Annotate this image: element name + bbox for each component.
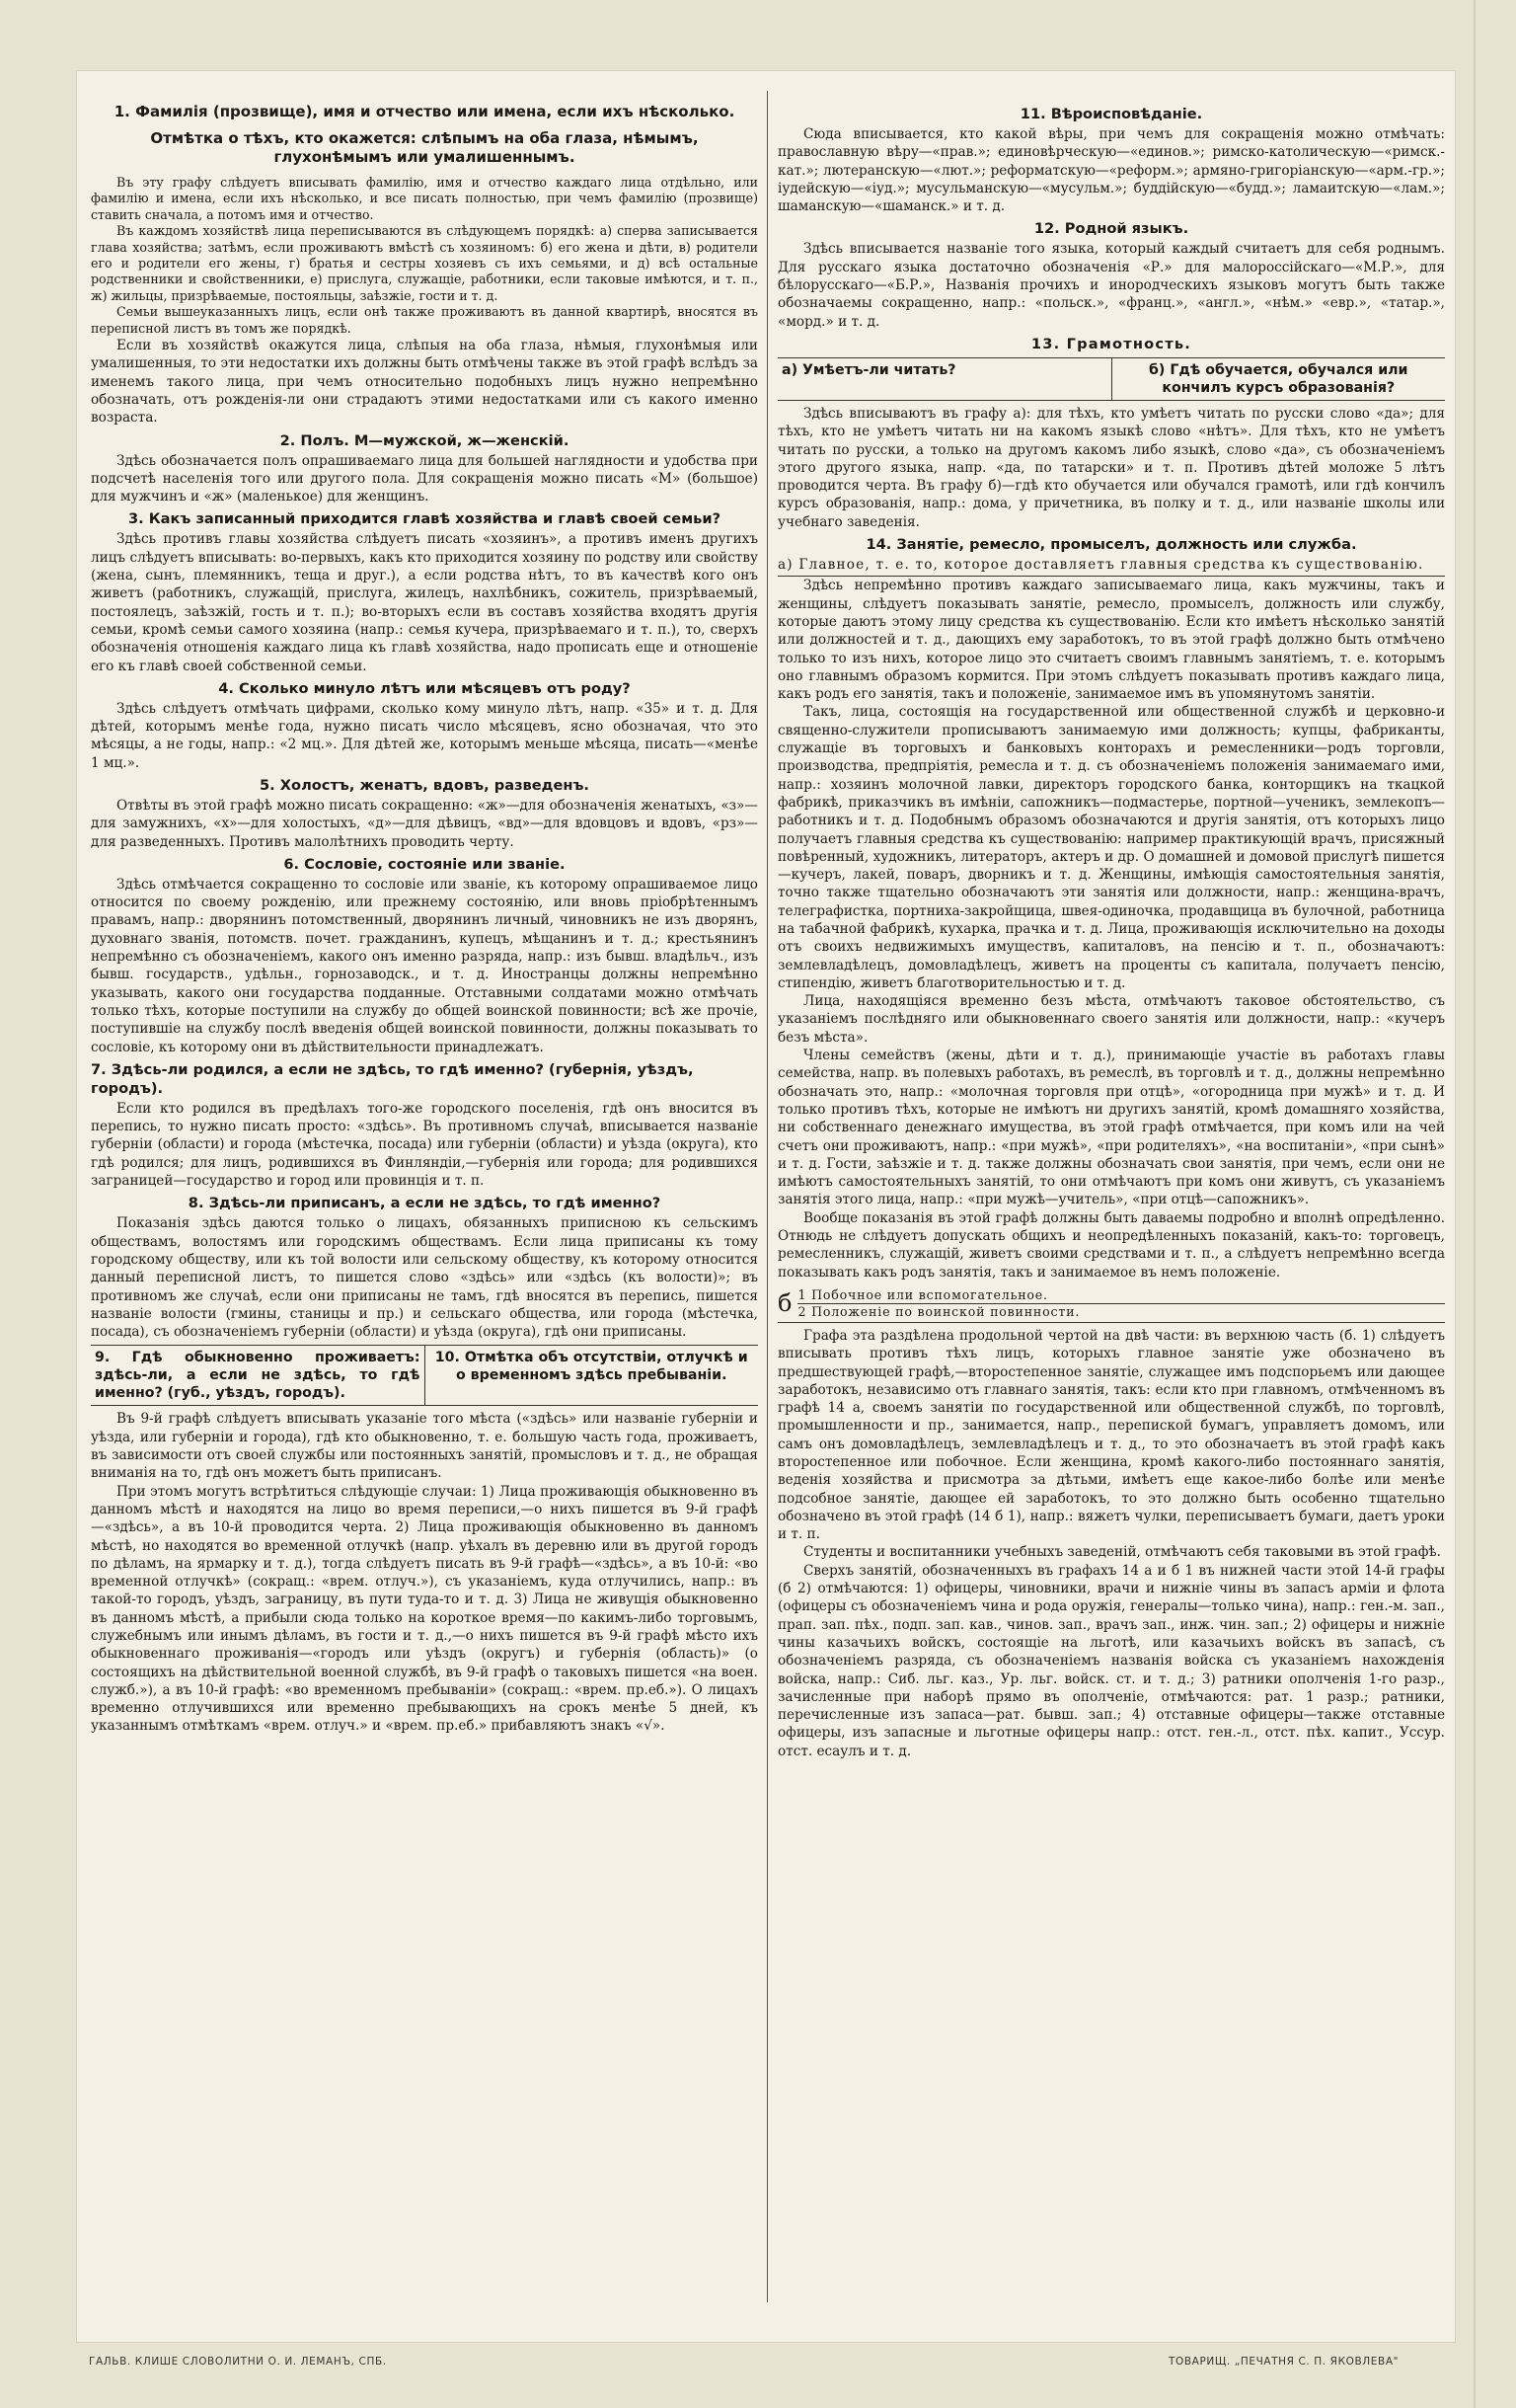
section-9-paragraph: Въ 9-й графѣ слѣдуетъ вписывать указаніе того мѣста («здѣсь» или названіе губерніи и уѣзда, или губерніи и города), гдѣ кто обыкновенно, т. е. большую часть года, проживаетъ, въ зависимости отъ своей службы или постоянныхъ занятій, промысловъ и т. д., не обращая вниманія на то, гдѣ онъ можетъ быть приписанъ. — [91, 1411, 758, 1482]
section-4-paragraph: Здѣсь слѣдуетъ отмѣчать цифрами, сколько кому минуло лѣтъ, напр. «35» и т. д. Для дѣтей, которымъ менѣе года, нужно писать число мѣсяцевъ, ясно обозначая, что это мѣсяцы, а не годы, напр.: «2 мц.». Для дѣтей же, которымъ меньше мѣсяца, писать—«менѣе 1 мц.». — [91, 700, 758, 771]
page-fold-shadow — [1474, 0, 1476, 2408]
section-7-title: 7. Здѣсь-ли родился, а если не здѣсь, то гдѣ именно? (губернія, уѣздъ, городъ). — [91, 1060, 694, 1097]
section-14-paragraph: Здѣсь непремѣнно противъ каждаго записываемаго лица, какъ мужчины, такъ и женщины, слѣдуетъ показывать занятіе, ремесло, промыселъ, должность или службу, которые даютъ этому лицу средства къ существованію. Если кто имѣетъ нѣсколько занятій или должностей и т. д., дающихъ ему заработокъ, то въ этой графѣ должно быть отмѣчено только то изъ нихъ, которое лицо это считаетъ своимъ главнымъ занятіемъ, т. е. которымъ оно главнымъ образомъ кормится. При этомъ слѣдуетъ показывать противъ каждаго лица, какъ родъ его занятія, такъ и положеніе, занимаемое имъ въ упомянутомъ занятіи. — [778, 578, 1445, 703]
section-5-paragraph: Отвѣты въ этой графѣ можно писать сокращенно: «ж»—для обозначенія женатыхъ, «з»—для замужнихъ, «х»—для холостыхъ, «д»—для дѣвицъ, «вд»—для вдовцовъ и вдовъ, «рз»—для разведенныхъ. Противъ малолѣтнихъ проводить черту. — [91, 798, 758, 850]
section-6-paragraph: Здѣсь отмѣчается сокращенно то сословіе или званіе, къ которому опрашиваемое лицо относится по своему рожденію, или прежнему состоянію, или вновь пріобрѣтеннымъ правамъ, напр.: дворянинъ потомственный, дворянинъ личный, чиновникъ не изъ дворянъ, духовнаго званія, потомств. почет. гражданинъ, купецъ, мѣщанинъ и т. д.; крестьянинъ непремѣнно съ обозначеніемъ, какого онъ именно разряда, напр.: изъ бывш. владѣльч., изъ бывш. государств., удѣльн., горнозаводск., и т. д. Иностранцы должны непремѣнно указывать, какого они государства подданные. Отставными солдатами можно отмѣчать только тѣхъ, которые поступили на службу до общей воинской повинности; всѣ же прочіе, поступившіе на службу послѣ введенія общей воинской повинности, должны показывать то сословіе, къ которому они въ дѣйствительности принадлежатъ. — [91, 876, 758, 1055]
section-14b-header — [778, 1287, 1445, 1323]
section-14b2-title: 2 Положеніе по воинской повинности. — [797, 1303, 1081, 1319]
section-13-title: 13. Грамотность. — [1030, 335, 1192, 352]
sections-9-10-header — [91, 1345, 758, 1406]
section-14-title: 14. Занятіе, ремесло, промыселъ, должность или служба. — [866, 536, 1357, 554]
left-column — [91, 101, 758, 2273]
section-6-title: 6. Сословіе, состояніе или званіе. — [283, 855, 566, 873]
section-8-title: 8. Здѣсь-ли приписанъ, а если не здѣсь, то гдѣ именно? — [188, 1195, 661, 1212]
section-1-paragraph: Если въ хозяйствѣ окажутся лица, слѣпыя на оба глаза, нѣмыя, глухонѣмыя или умалишенныя, то эти недостатки ихъ должны быть отмѣчены также въ этой графѣ вслѣдъ за именемъ такого лица, при чемъ относительно подобныхъ лицъ нужно непремѣнно обозначать, отъ рожденія-ли они страдаютъ этими недостатками или съ какого именно возраста. — [91, 338, 758, 427]
section-11-paragraph: Сюда вписывается, кто какой вѣры, при чемъ для сокращенія можно отмѣчать: православную вѣру—«прав.»; единовѣрческую—«единов.»; римско-католическую—«римск.-кат.»; лютеранскую—«лют.»; реформатскую—«реформ.»; армяно-григоріанскую—«арм.-гр.»; іудейскую—«іуд.»; мусульманскую—«мусульм.»; буддійскую—«будд.»; ламаитскую—«лам.»; шаманскую—«шаманск.» и т. д. — [778, 126, 1445, 215]
section-14-paragraph: Студенты и воспитанники учебныхъ заведеній, отмѣчаютъ себя таковыми въ этой графѣ. — [803, 1544, 1441, 1561]
section-8-paragraph: Показанія здѣсь даются только о лицахъ, обязанныхъ приписною къ сельскимъ обществамъ, волостямъ или городскимъ обществамъ. Если лица приписаны къ тому городскому обществу, или къ той волости или сельскому обществу, къ которому относится данный переписной листъ, то пишется слово «здѣсь» или «здѣсь (къ волости)»; въ противномъ же случаѣ, если они приписаны не тамъ, гдѣ вносятся въ перепись, пишется названіе волости (гмины, станицы и пр.) и сельскаго общества, или города (мѣстечка, посада), съ обозначеніемъ губерніи (области) и уѣзда (округа), гдѣ они приписаны. — [91, 1215, 758, 1341]
section-9-paragraph: При этомъ могутъ встрѣтиться слѣдующіе случаи: 1) Лица проживающія обыкновенно въ данномъ мѣстѣ и находятся на лицо во время переписи,—о нихъ пишется въ 9-й графѣ—«здѣсь», а въ 10-й проводится черта. 2) Лица проживающія обыкновенно въ данномъ мѣстѣ, но находятся во временной отлучкѣ (напр. уѣхалъ въ деревню или въ другой городъ по дѣламъ, на ярмарку и т. д.), тогда слѣдуетъ писать въ 9-й графѣ—«здѣсь», а въ 10-й: «во временной отлучкѣ» (сокращ.: «врем. отлуч.»), съ указаніемъ, куда отлучились, напр.: въ такой-то городъ, уѣздъ, заграницу, въ пути туда-то и т. д. 3) Лица не живущія обыкновенно въ данномъ мѣстѣ, а прибыли сюда только на короткое время—по какимъ-либо торговымъ, служебнымъ или инымъ дѣламъ, въ гости и т. д.,—о нихъ пишется въ 9-й графѣ мѣсто ихъ обыкновеннаго проживанія—«городъ или уѣздъ (округъ) и губернія (область)» (о состоящихъ на дѣйствительной военной службѣ, въ 9-й графѣ о таковыхъ пишется «на воен. служб.»), а въ 10-й графѣ: «во временномъ пребываніи» (сокращ.: «врем. пр.еб.»). О лицахъ временно отлучившихся или временно пребывающихъ на срокъ менѣе 5 дней, къ указаннымъ отмѣткамъ «врем. отлуч.» и «врем. пр.еб.» прибавляютъ знакъ «√». — [91, 1483, 758, 1735]
section-14b1-title: 1 Побочное или вспомогательное. — [797, 1287, 1445, 1304]
section-14-paragraph: Сверхъ занятій, обозначенныхъ въ графахъ 14 а и б 1 въ нижней части этой 14-й графы (б 2) отмѣчаются: 1) офицеры, чиновники, врачи и нижніе чины въ запасъ арміи и флота (офицеры съ обозначеніемъ чина и рода оружія, генералы—только чина), напр.: ген.-м. зап., прап. зап. пѣх., подп. зап. кав., чинов. зап., врачъ зап., инж. чин. зап.; 2) офицеры и нижніе чины казачьихъ войскъ, состоящіе на льготѣ, или казачьихъ войскъ въ запасѣ, съ обозначеніемъ разряда, съ обозначеніемъ названія войска съ указаніемъ нахожденія войска, напр.: Сиб. льг. каз., Ур. льг. войск. ст. и т. д.; 3) ратники ополченія 1-го разр., зачисленные при наборѣ прямо въ ополченіе, отмѣчаются: рат. 1 разр.; ратники, перечисленные изъ запаса—рат. бывш. зап.; 4) отставные офицеры—также отставные офицеры, изъ запасные и льготные офицеры напр.: отст. ген.-л., отст. пѣх. капит., Уссур. отст. есаулъ и т. д. — [778, 1562, 1445, 1759]
section-1-title: 1. Фамилія (прозвище), имя и отчество или имена, если ихъ нѣсколько. — [114, 103, 735, 120]
section-4-title: 4. Сколько минуло лѣтъ или мѣсяцевъ отъ роду? — [218, 679, 631, 697]
section-14b-letter: б — [778, 1289, 793, 1318]
section-7-paragraph: Если кто родился въ предѣлахъ того-же городского поселенія, гдѣ онъ вносится въ перепись, то нужно писать просто: «здѣсь». Въ противномъ случаѣ, вписывается названіе губерніи (области) и города (мѣстечка, посада) или губерніи (области) и уѣзда (округа), кто гдѣ родился; для лицъ, родившихся въ Финляндіи,—губернія или города; для родившихся заграницей—государство и город или провинція и т. п. — [91, 1100, 758, 1190]
section-3-paragraph: Здѣсь противъ главы хозяйства слѣдуетъ писать «хозяинъ», а противъ именъ другихъ лицъ слѣдуетъ вписывать: во-первыхъ, какъ кто приходится хозяину по родству или свойству (жена, сынъ, племянникъ, теща и друг.), а если родства нѣтъ, то въ качествѣ кого онъ живетъ (работникъ, служащій, прислуга, жилецъ, нахлѣбникъ, сожитель, призрѣваемый, постоялецъ, заѣзжій, гость и т. п.); во-вторыхъ если въ составъ хозяйства входятъ другія семьи, кромѣ семьи самого хозяина (напр.: семья кучера, призрѣваемаго и т. п.), то, сверхъ обозначенія отношенія каждаго лица къ главѣ хозяйства, надо прописать еще и отношеніе его къ главѣ своей собственной семьи. — [91, 531, 758, 674]
section-2-paragraph: Здѣсь обозначается полъ опрашиваемаго лица для большей наглядности и удобства при подсчетѣ населенія того или другого пола. Для сокращенія можно писать «М» (большое) для мужчинъ и «ж» (маленькое) для женщинъ. — [91, 452, 758, 505]
footer-printer-left: ГАЛЬВ. КЛИШЕ СЛОВОЛИТНИ О. И. ЛЕМАНЪ, СПБ. — [89, 2356, 387, 2368]
right-column — [778, 101, 1445, 2273]
column-divider — [767, 91, 768, 2302]
section-11-title: 11. Вѣроисповѣданіе. — [1020, 106, 1203, 122]
section-9-title: 9. Гдѣ обыкновенно проживаетъ: здѣсь-ли, а если не здѣсь, то гдѣ именно? (губ., уѣздъ, городъ). — [95, 1350, 420, 1402]
section-1-paragraph: Въ эту графу слѣдуетъ вписывать фамилію, имя и отчество каждаго лица отдѣльно, или фамилію и имена, если ихъ нѣсколько, и все писать полностью, при чемъ фамилію (прозвище) ставить сначала, а потомъ имя и отчество. — [91, 175, 758, 222]
footer-printer-right: ТОВАРИЩ. „ПЕЧАТНЯ С. П. ЯКОВЛЕВА" — [1169, 2356, 1400, 2368]
section-13b-title: б) Гдѣ обучается, обучался или кончилъ курсъ образованія? — [1111, 358, 1446, 400]
section-14-paragraph: Лица, находящіяся временно безъ мѣста, отмѣчаютъ таковое обстоятельство, съ указаніемъ послѣдняго или обыкновеннаго своего занятія или должности, напр.: «кучеръ безъ мѣста». — [778, 993, 1445, 1046]
section-14-paragraph: Такъ, лица, состоящія на государственной или общественной службѣ и церковно-и священно-служители прописываютъ занимаемую ими должность; купцы, фабриканты, служащіе въ торговыхъ и банковыхъ конторахъ и ремесленники—родъ торговли, производства, предпріятія, ремесла и т. д. съ обозначеніемъ положенія занимаемаго ими, напр.: хозяинъ молочной лавки, директоръ городского банка, конторщикъ на ткацкой фабрикѣ, приказчикъ въ имѣніи, сапожникъ—подмастерье, портной—ученикъ, землекопъ—работникъ и т. д. Подобнымъ образомъ обозначаются и другія занятія, отъ которыхъ лицо получаетъ главныя средства къ существованію: например практикующій врачъ, присяжный повѣренный, художникъ, литераторъ, актеръ и др. О домашней и домовой прислугѣ пишется—кучеръ, лакей, поваръ, дворникъ и т. д. Женщины, имѣющія самостоятельныя занятія, точно также тщательно обозначаютъ эти занятія или должности, напр.: женщина-врачъ, телеграфистка, портниха-закройщица, швея-одиночка, продавщица въ булочной, работница на табачной фабрикѣ, кухарка, прачка и т. д. Лица, проживающія исключительно на доходы отъ своихъ недвижимыхъ имуществъ, капиталовъ, на пенсію и т. п., обозначаютъ: землевладѣлецъ, домовладѣлецъ, живетъ на проценты съ капитала, получаетъ пенсію, стипендію, живетъ благотворительностью и т. д. — [778, 704, 1445, 991]
section-13-paragraph: Здѣсь вписываютъ въ графу а): для тѣхъ, кто умѣетъ читать по русски слово «да»; для тѣхъ, кто не умѣетъ читать ни на какомъ языкѣ слово «нѣтъ». Для тѣхъ, кто не умѣетъ читать по русски, а только на другомъ какомъ либо языкѣ, слово «да», съ обозначеніемъ этого другого языка, напр. «да, по татарски» и т. п. Противъ дѣтей моложе 5 лѣтъ проводится черта. Въ графу б)—гдѣ кто обучается или обучался грамотѣ, или гдѣ кончилъ курсъ образованія, напр.: дома, у причетника, въ полку и т. д., или названіе школы или учебнаго заведенія. — [778, 405, 1445, 530]
section-1-paragraph: Въ каждомъ хозяйствѣ лица переписываются въ слѣдующемъ порядкѣ: а) сперва записывается глава хозяйства; затѣмъ, если проживаютъ вмѣстѣ съ хозяиномъ: б) его жена и дѣти, в) родители его и родители его жены, г) братья и сестры хозяевъ съ ихъ семьями, и д) всѣ остальные родственники и свойственники, е) прислуга, служащіе, работники, если таковые имѣются, и т. п., ж) жильцы, призрѣваемые, постояльцы, заѣзжіе, гости и т. д. — [91, 223, 758, 303]
section-3-title: 3. Какъ записанный приходится главѣ хозяйства и главѣ своей семьи? — [127, 510, 721, 528]
section-14-paragraph: Члены семействъ (жены, дѣти и т. д.), принимающіе участіе въ работахъ главы семейства, напр. въ полевыхъ работахъ, въ ремеслѣ, въ торговлѣ и т. д., должны непремѣнно обозначать это, напр.: «молочная торговля при отцѣ», «огородница при мужѣ» и т. д. И только противъ тѣхъ, которые не имѣютъ ни другихъ занятій, кромѣ домашняго хозяйства, ни собственнаго денежнаго имущества, въ этой графѣ отмѣчается, при комъ или на чей счетъ они проживаютъ, напр.: «при мужѣ», «при родителяхъ», «на воспитаніи», «при сынѣ» и т. д. Гости, заѣзжіе и т. д. также должны обозначать свои занятія, при чемъ, если они не имѣютъ самостоятельныхъ занятій, то они отмѣчаютъ при комъ они живутъ, съ указаніемъ занятія этого лица, напр.: «при мужѣ—учитель», «при отцѣ—сапожникъ». — [778, 1048, 1445, 1208]
section-13a-title: а) Умѣетъ-ли читать? — [782, 361, 956, 378]
section-12-paragraph: Здѣсь вписывается названіе того языка, который каждый считаетъ для себя роднымъ. Для русскаго языка достаточно обозначенія «Р.» для малороссійскаго—«М.Р.», для бѣлорусскаго—«Б.Р.», Названія прочихъ и инородческихъ языковъ могутъ быть также обозначаемы сокращенно, напр.: «польск.», «франц.», «англ.», «нѣм.» «евр.», «татар.», «морд.» и т. д. — [778, 241, 1445, 330]
section-1-paragraph: Семьи вышеуказанныхъ лицъ, если онѣ также проживаютъ въ данной квартирѣ, вносятся въ переписной листъ въ томъ же порядкѣ. — [91, 304, 758, 336]
section-1-subtitle: Отмѣтка о тѣхъ, кто окажется: слѣпымъ на оба глаза, нѣмымъ, глухонѣмымъ или умалишеннымъ. — [150, 129, 699, 166]
section-14-paragraph: Графа эта раздѣлена продольной чертой на двѣ части: въ верхнюю часть (б. 1) слѣдуетъ вписывать противъ тѣхъ лицъ, которыхъ главное занятіе уже обозначено въ предшествующей графѣ,—второстепенное занятіе, служащее имъ подспорьемъ или дающее заработокъ, независимо отъ главнаго занятія, такъ: если кто при главномъ, отмѣченномъ въ графѣ 14 а, своемъ занятіи по государственной или общественной службѣ, по торговлѣ, промышленности и пр., занимается, напр., перепиской бумагъ, управляетъ домомъ, или самъ онъ домовладѣлецъ, землевладѣлецъ и т. д., то это обозначаетъ въ этой графѣ какъ второстепенное или побочное. Если женщина, кромѣ какого-либо постояннаго занятія, веденія хозяйства и присмотра за дѣтьми, имѣетъ еще какое-либо болѣе или менѣе подсобное занятіе, дающее ей заработокъ, то это должно быть особенно тщательно обозначено въ этой графѣ (14 б 1), напр.: вяжетъ чулки, переписываетъ бумаги, даетъ уроки и т. п. — [778, 1327, 1445, 1543]
census-instructions-sheet — [77, 71, 1455, 2342]
section-13-header — [778, 357, 1445, 401]
section-5-title: 5. Холостъ, женатъ, вдовъ, разведенъ. — [260, 777, 589, 794]
section-14a-title: а) Главное, т. е. то, которое доставляетъ главныя средства къ существованію. — [778, 556, 1445, 577]
section-10-title: 10. Отмѣтка объ отсутствіи, отлучкѣ и о временномъ здѣсь пребываніи. — [424, 1346, 759, 1405]
section-14-paragraph: Вообще показанія въ этой графѣ должны быть даваемы подробно и вполнѣ опредѣленно. Отнюдь не слѣдуетъ допускать общихъ и неопредѣленныхъ показаній, какъ-то: торговецъ, ремесленникъ, служащій, живетъ своими средствами и т. п., а слѣдуетъ непремѣнно всегда показывать какъ родъ занятія, такъ и занимаемое въ немъ положеніе. — [778, 1209, 1445, 1281]
section-2-title: 2. Полъ. М—мужской, ж—женскій. — [279, 431, 569, 449]
section-12-title: 12. Родной языкъ. — [1033, 220, 1189, 238]
